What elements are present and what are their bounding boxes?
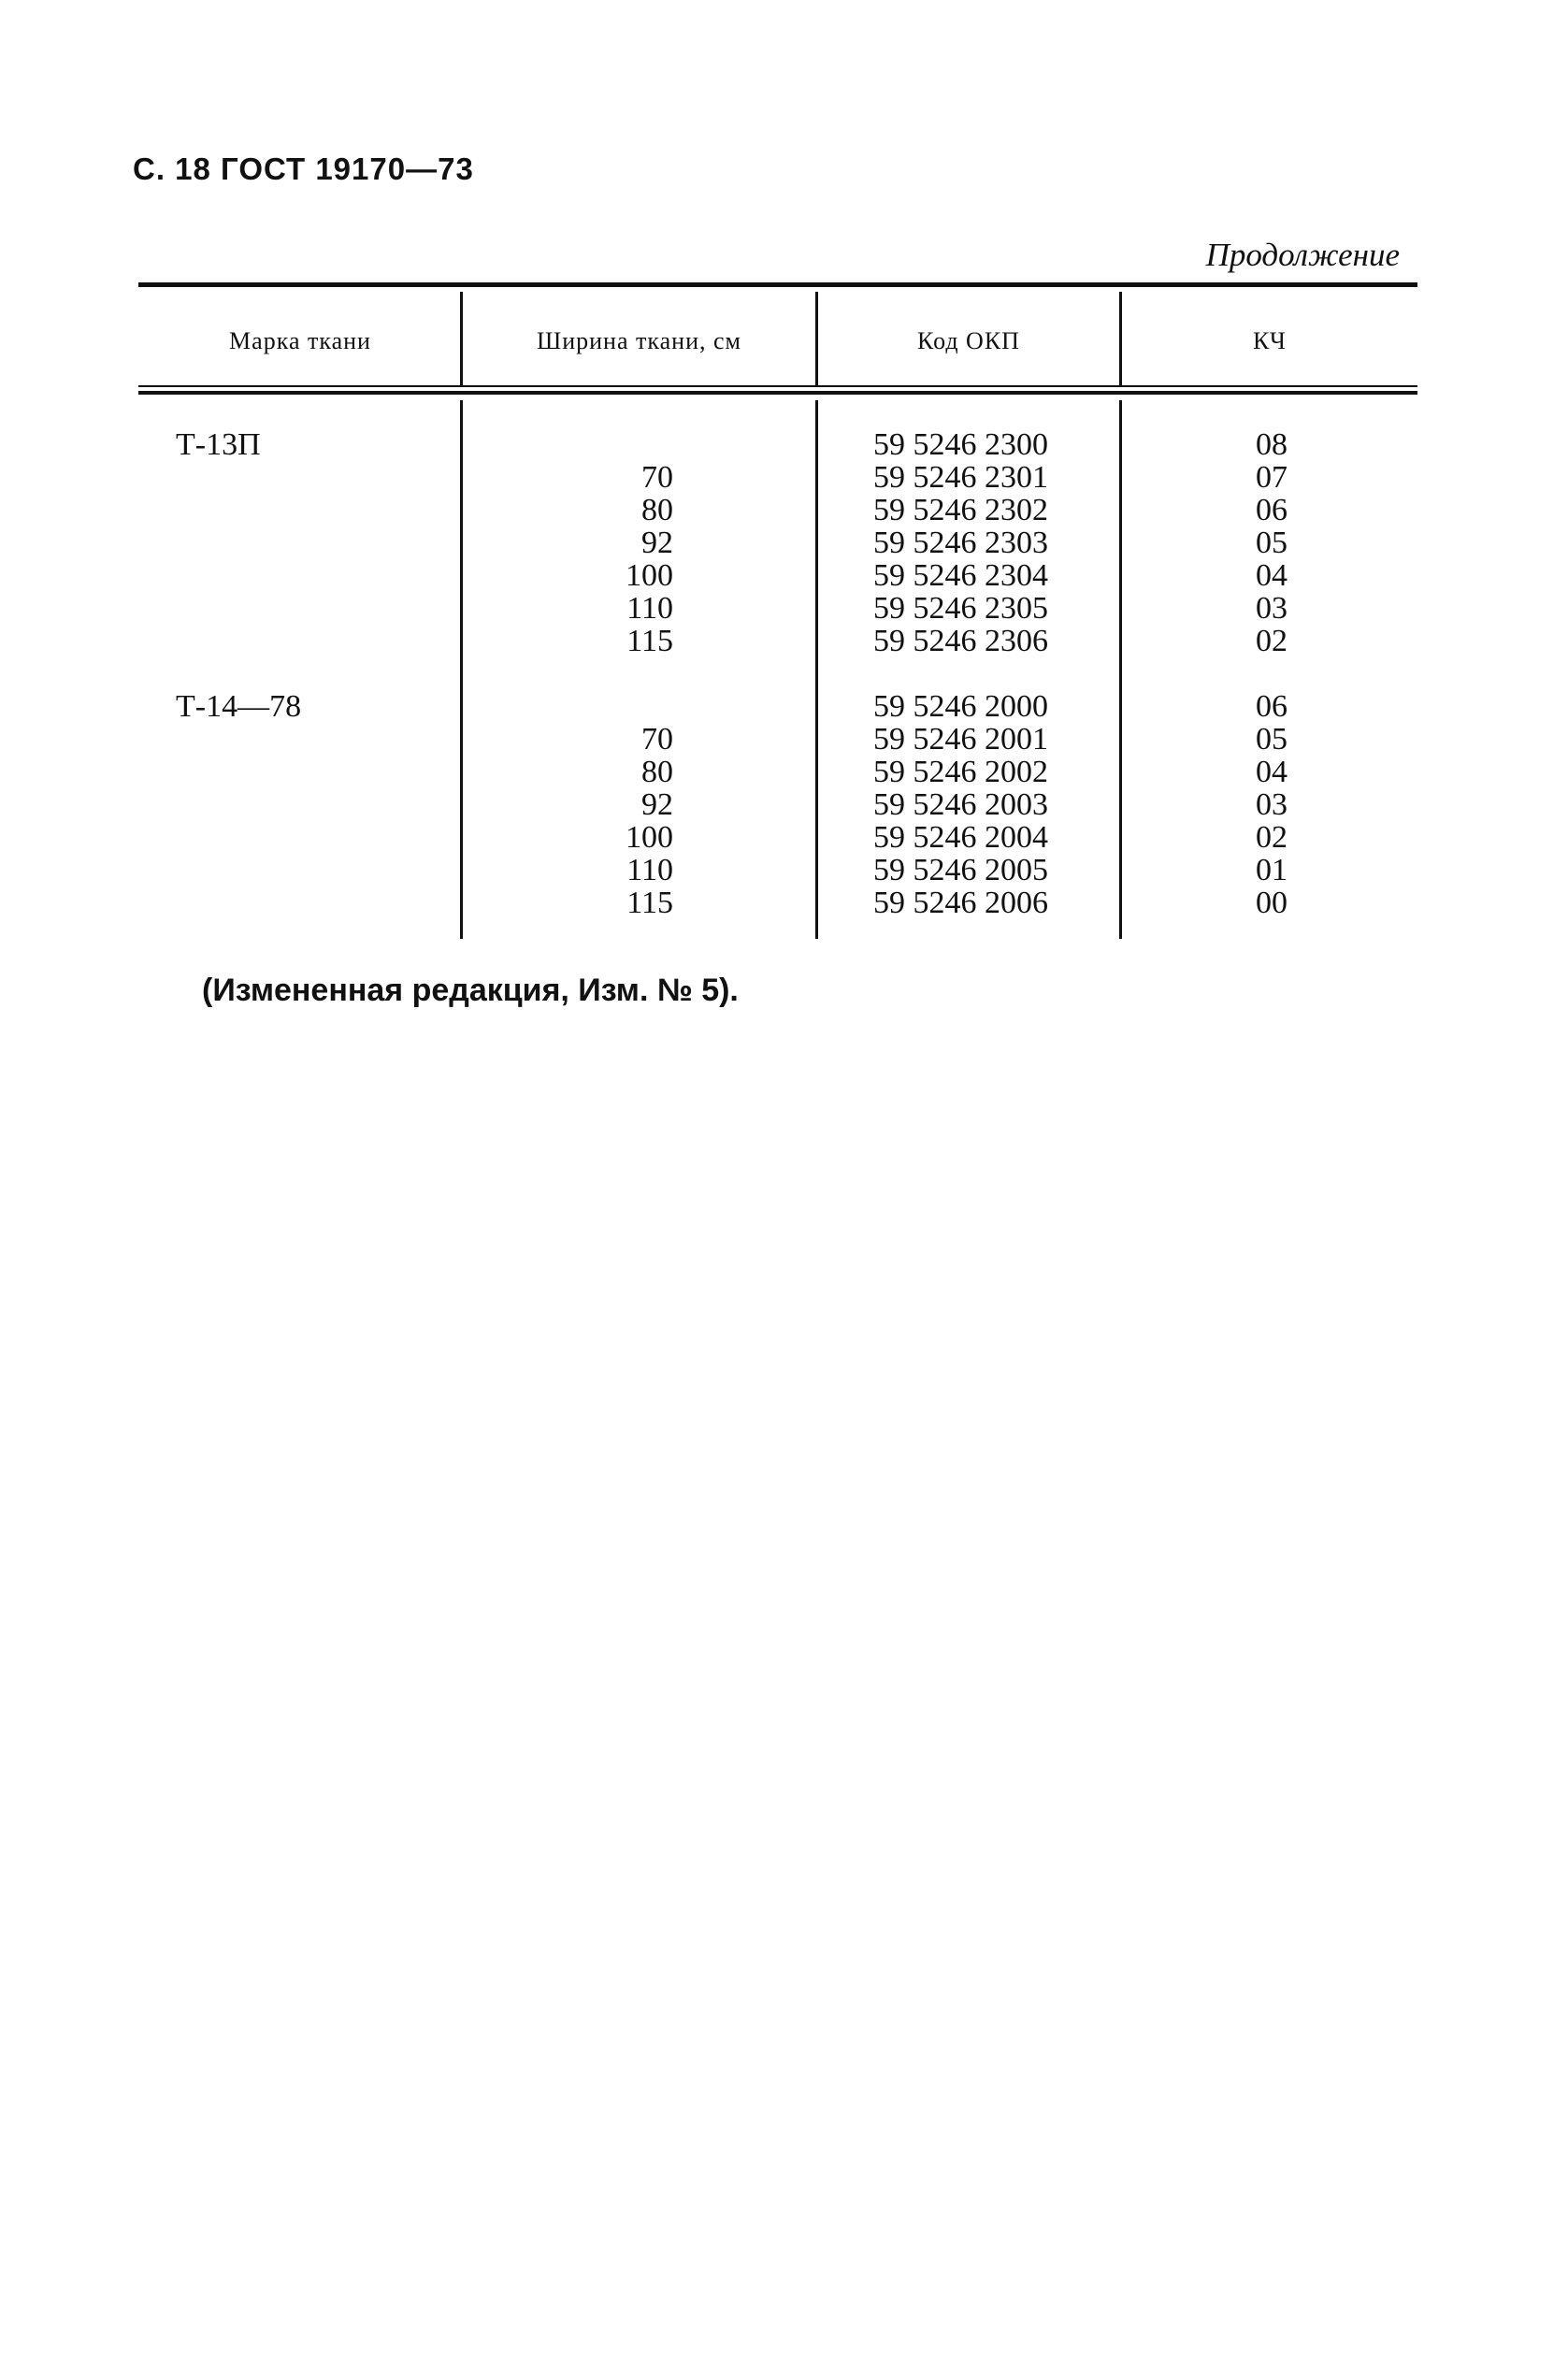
table-cell-width: 115: [626, 624, 673, 658]
column-header-kch: КЧ: [1253, 327, 1287, 354]
table-cell-kch: 02: [1256, 820, 1287, 855]
table-cell-brand: Т-13П: [176, 427, 261, 462]
table-cell-width: 80: [641, 493, 673, 527]
table-cell-kch: 07: [1256, 460, 1287, 495]
table-cell-code: 59 5246 2003: [873, 787, 1048, 822]
table-cell-kch: 06: [1256, 689, 1287, 724]
column-header-code: Код ОКП: [917, 327, 1020, 354]
table-cell-width: 115: [626, 886, 673, 920]
table-cell-kch: 04: [1256, 558, 1287, 593]
table-cell-kch: 03: [1256, 591, 1287, 626]
column-header-width: Ширина ткани, см: [537, 327, 741, 354]
table-cell-code: 59 5246 2300: [873, 427, 1048, 462]
table-cell-code: 59 5246 2005: [873, 853, 1048, 887]
table-cell-code: 59 5246 2000: [873, 689, 1048, 724]
page-header: С. 18 ГОСТ 19170—73: [133, 151, 474, 186]
continuation-label: Продолжение: [1205, 237, 1400, 273]
table-cell-kch: 08: [1256, 427, 1287, 462]
table-cell-kch: 06: [1256, 493, 1287, 527]
column-divider: [460, 400, 463, 939]
table-cell-code: 59 5246 2002: [873, 755, 1048, 789]
table-cell-code: 59 5246 2304: [873, 558, 1048, 593]
table-cell-code: 59 5246 2001: [873, 722, 1048, 757]
table-cell-width: 110: [626, 591, 673, 626]
footnote: (Измененная редакция, Изм. № 5).: [202, 973, 739, 1008]
table-top-rule: [138, 282, 1417, 287]
header-rule-thick: [138, 391, 1417, 395]
column-header-brand: Марка ткани: [229, 327, 371, 354]
table-cell-code: 59 5246 2303: [873, 526, 1048, 560]
table-cell-width: 110: [626, 853, 673, 887]
table-cell-code: 59 5246 2301: [873, 460, 1048, 495]
table-cell-code: 59 5246 2004: [873, 820, 1048, 855]
table-cell-kch: 05: [1256, 526, 1287, 560]
table-cell-code: 59 5246 2305: [873, 591, 1048, 626]
table-cell-width: 80: [641, 755, 673, 789]
table-cell-brand: Т-14—78: [176, 689, 302, 724]
table-cell-code: 59 5246 2306: [873, 624, 1048, 658]
table-cell-width: 92: [641, 787, 673, 822]
column-divider: [1119, 400, 1122, 939]
header-rule-thin: [138, 385, 1417, 387]
table-cell-kch: 03: [1256, 787, 1287, 822]
table-cell-width: 92: [641, 526, 673, 560]
table-cell-kch: 04: [1256, 755, 1287, 789]
table-cell-code: 59 5246 2302: [873, 493, 1048, 527]
table-cell-width: 70: [641, 722, 673, 757]
table-cell-width: 100: [626, 558, 673, 593]
table-cell-code: 59 5246 2006: [873, 886, 1048, 920]
table-cell-width: 70: [641, 460, 673, 495]
table-cell-kch: 02: [1256, 624, 1287, 658]
table-cell-kch: 00: [1256, 886, 1287, 920]
column-divider: [815, 400, 818, 939]
table-cell-kch: 01: [1256, 853, 1287, 887]
table-cell-width: 100: [626, 820, 673, 855]
table-cell-kch: 05: [1256, 722, 1287, 757]
